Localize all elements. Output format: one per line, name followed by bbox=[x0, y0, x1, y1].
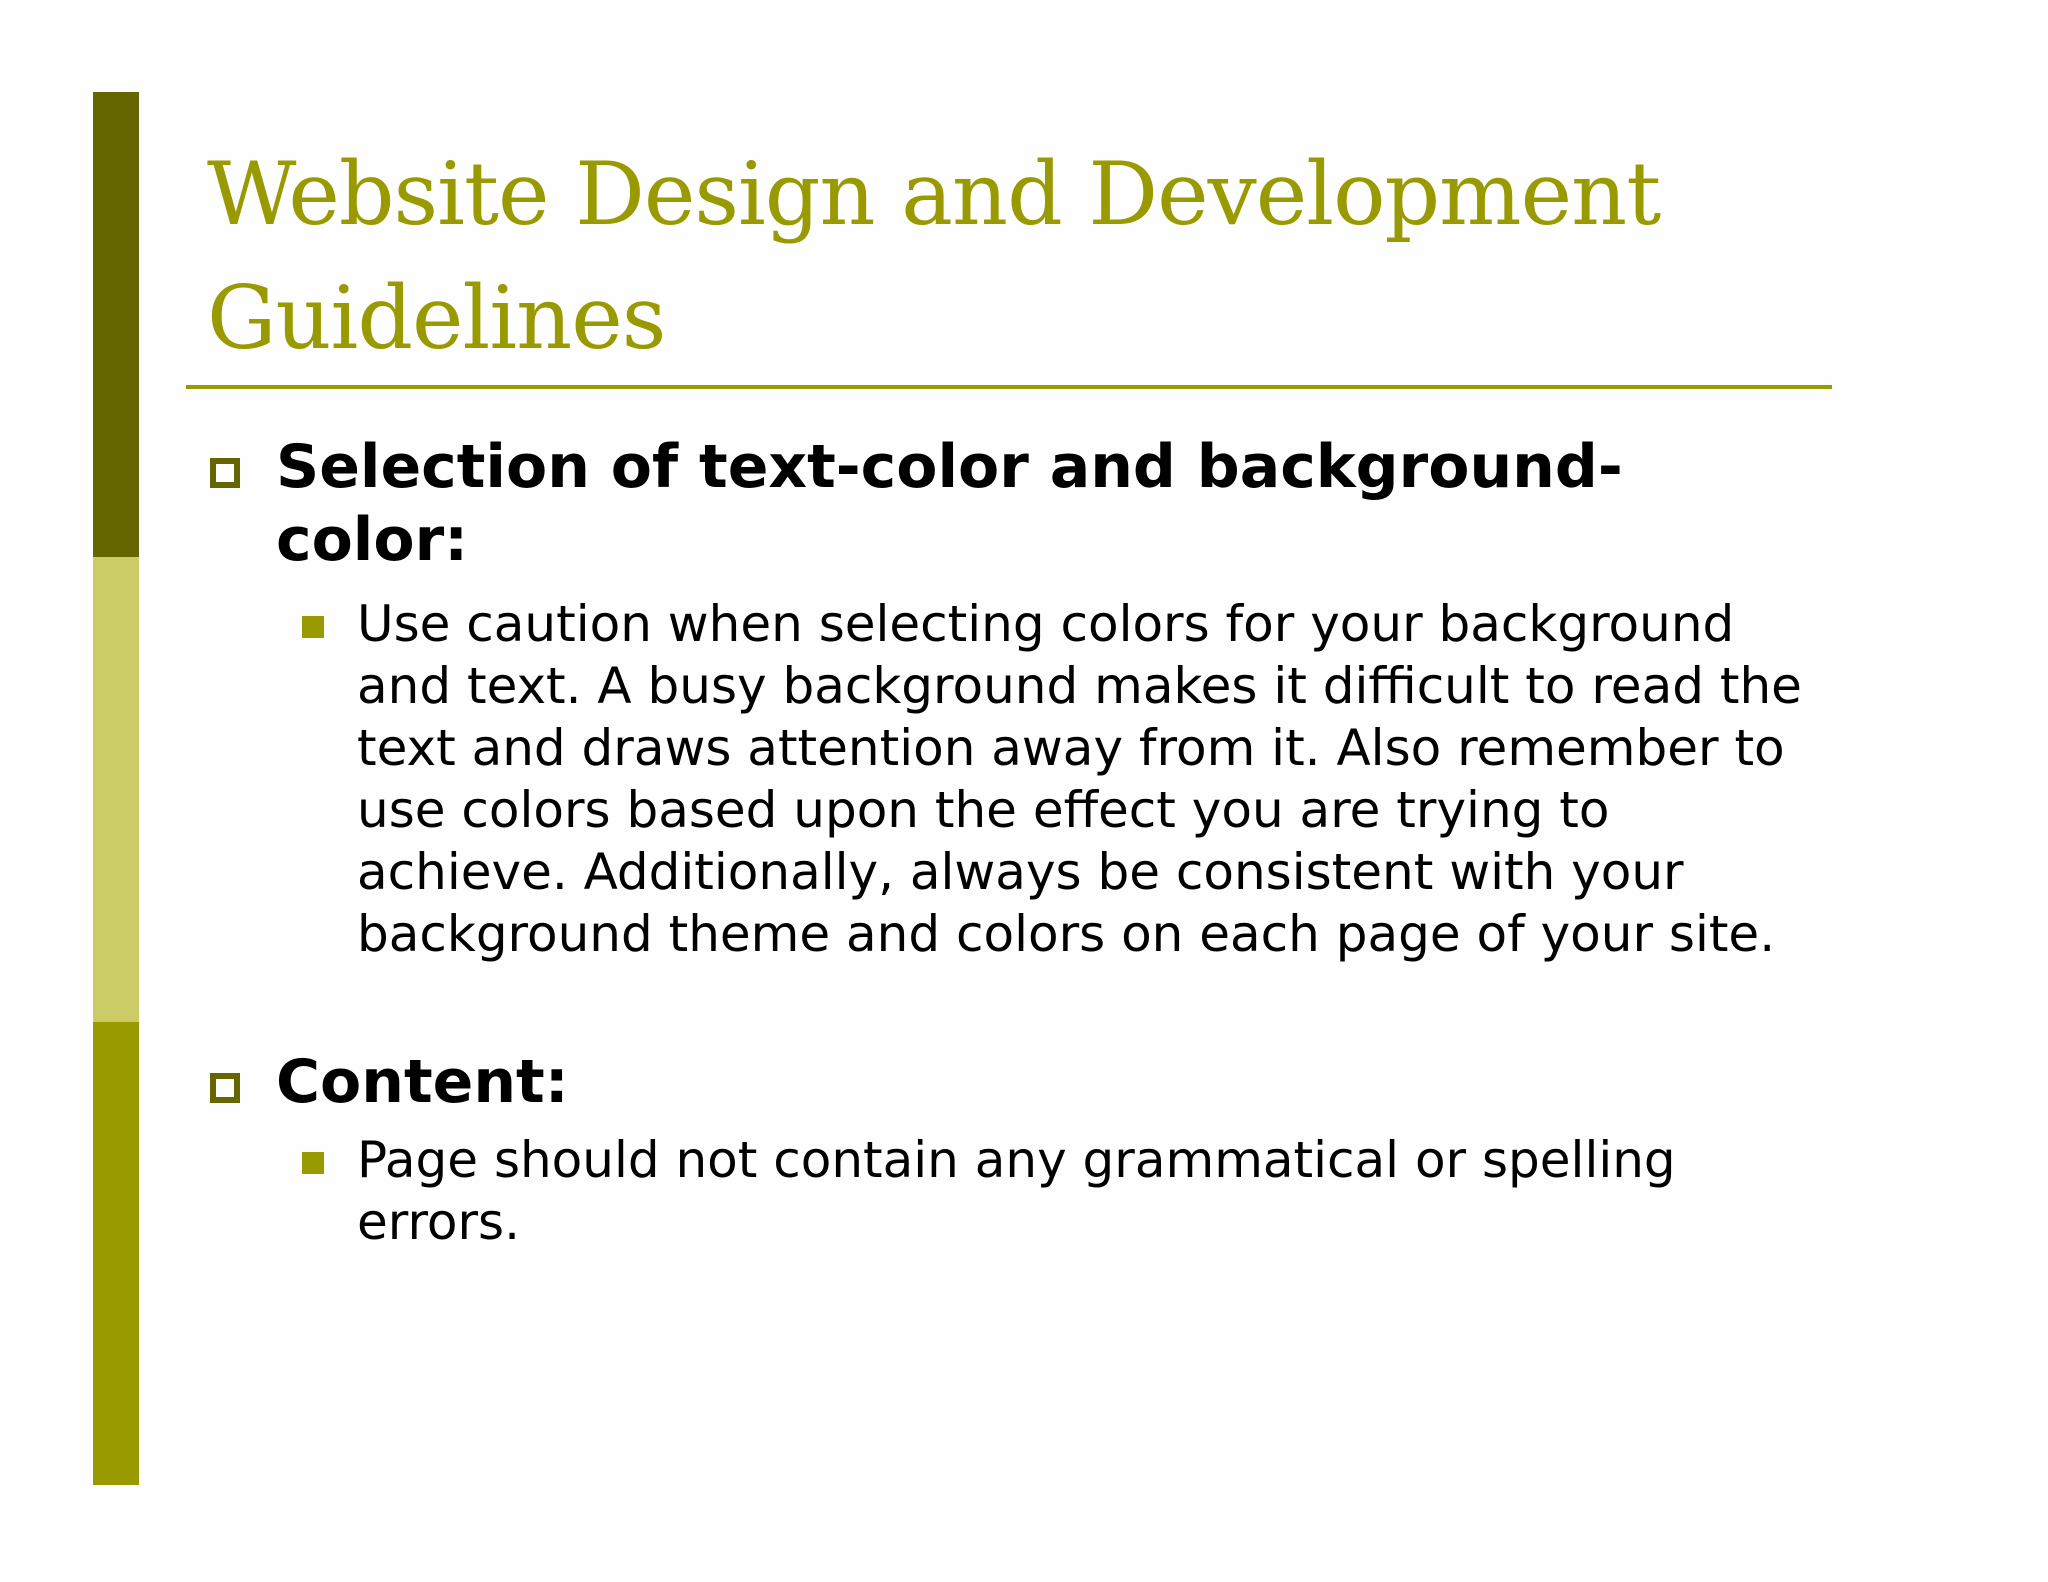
slide-title: Website Design and Development Guidelines bbox=[207, 143, 1661, 369]
side-bar-olive-segment bbox=[93, 1022, 139, 1485]
section-heading-content: Content: bbox=[276, 1047, 569, 1117]
filled-square-bullet-icon bbox=[302, 1152, 324, 1174]
section-point-colors: Use caution when selecting colors for your background and text. A busy background makes it difficult to read the text and draws attention away from it. Also remember to use colors based upon the effect you are trying to achieve. Additionally, always be consistent with your background theme and colors on each page of your site. bbox=[357, 595, 1802, 963]
title-underline bbox=[186, 385, 1832, 389]
section-heading-colors: Selection of text-color and background-color: bbox=[276, 432, 1623, 575]
section-point-content: Page should not contain any grammatical or spelling errors. bbox=[357, 1131, 1676, 1251]
filled-square-bullet-icon bbox=[302, 616, 324, 638]
hollow-square-bullet-icon bbox=[210, 458, 240, 488]
side-bar-dark-segment bbox=[93, 92, 139, 557]
hollow-square-bullet-icon bbox=[210, 1073, 240, 1103]
side-bar-light-segment bbox=[93, 557, 139, 1022]
